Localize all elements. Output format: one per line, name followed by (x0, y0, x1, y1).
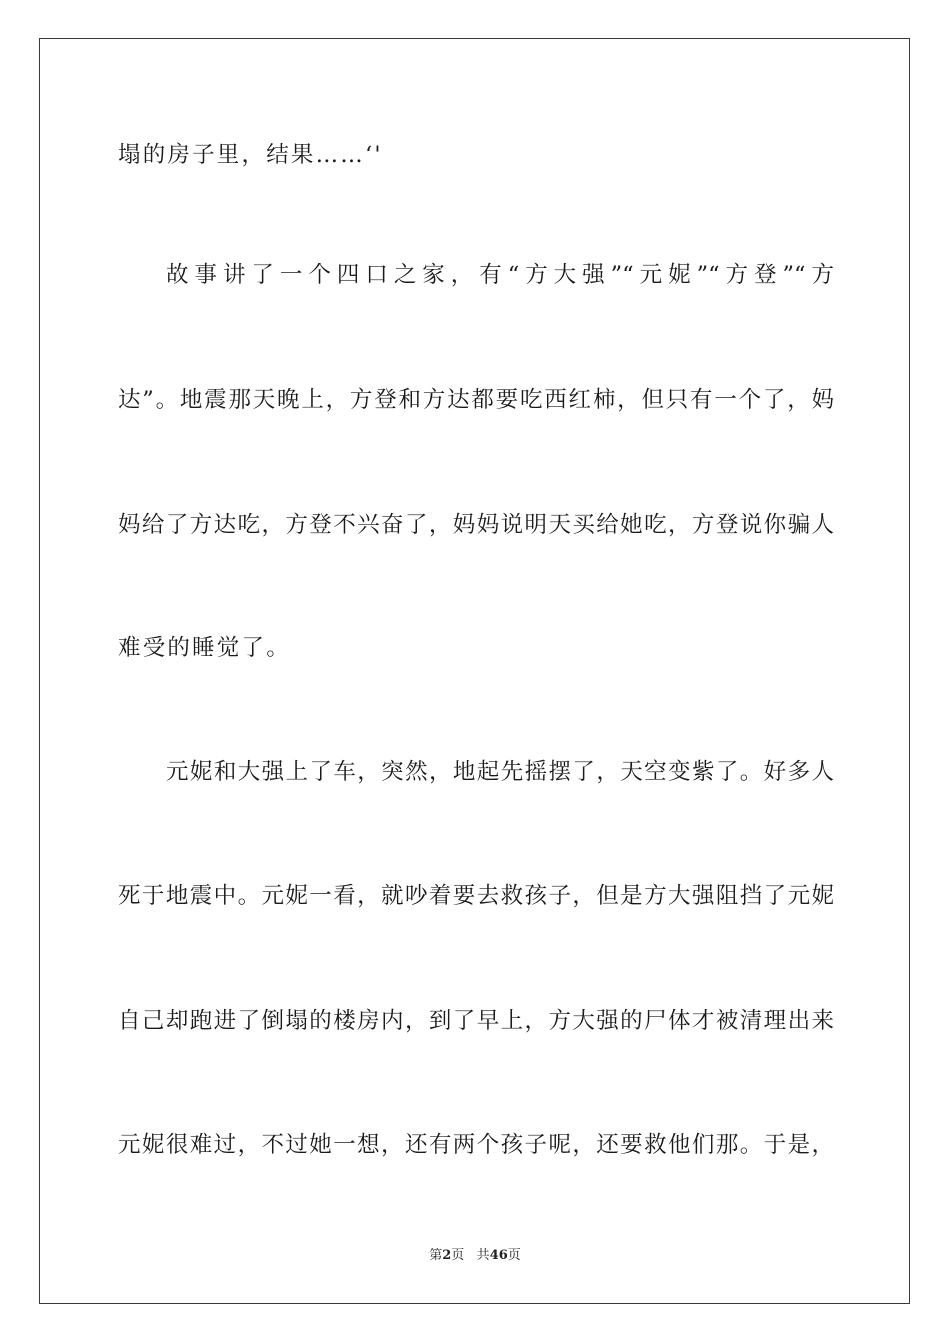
text-line-2: 故事讲了一个四口之家，有“方大强”“元妮”“方登”“方 (166, 262, 834, 288)
page-footer (0, 1247, 950, 1265)
page-prefix: 第 (429, 1248, 443, 1263)
total-prefix: 共 (476, 1248, 490, 1263)
text-line-6: 元妮和大强上了车，突然，地起先摇摆了，天空变紫了。好多人 (166, 759, 834, 785)
total-suffix: 页 (507, 1248, 521, 1263)
text-line-5: 难受的睡觉了。 (118, 635, 291, 661)
page-number: 2 (442, 1248, 452, 1263)
text-line-9: 元妮很难过，不过她一想，还有两个孩子呢，还要救他们那。于是， (118, 1132, 834, 1158)
text-line-7: 死于地震中。元妮一看，就吵着要去救孩子，但是方大强阻挡了元妮 (118, 883, 834, 909)
text-line-8: 自己却跑进了倒塌的楼房内，到了早上，方大强的尸体才被清理出来 (118, 1008, 834, 1034)
total-pages: 46 (489, 1248, 508, 1263)
text-line-1: 塌的房子里，结果……‘' (118, 142, 383, 168)
text-line-3: 达”。地震那天晚上，方登和方达都要吃西红柿，但只有一个了，妈 (118, 387, 834, 413)
text-line-4: 妈给了方达吃，方登不兴奋了，妈妈说明天买给她吃，方登说你骗人 (118, 512, 834, 538)
page-suffix: 页 (451, 1248, 465, 1263)
page-frame (39, 38, 910, 1304)
